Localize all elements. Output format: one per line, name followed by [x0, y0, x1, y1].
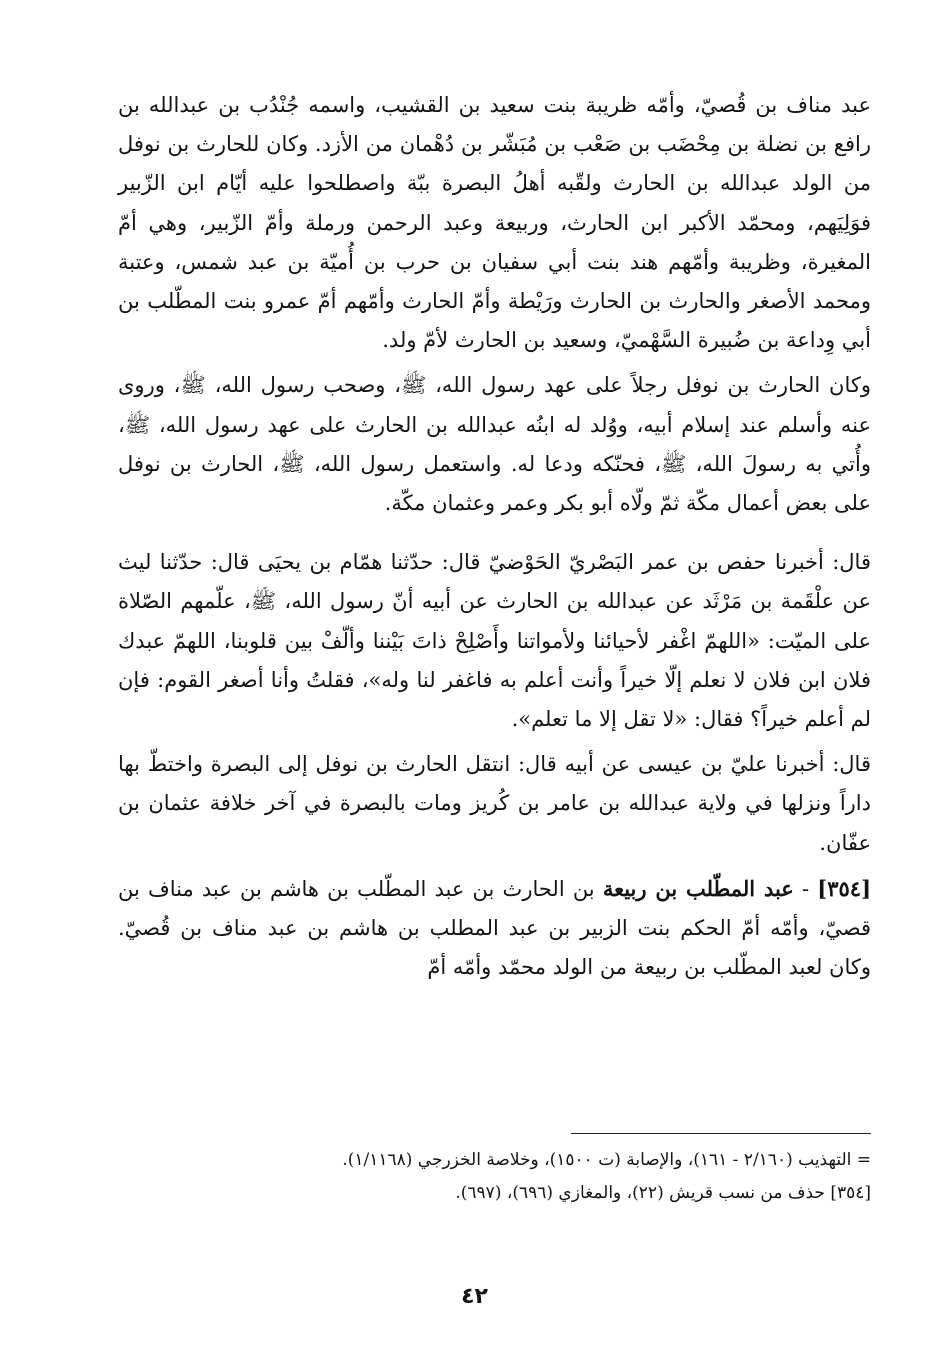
- paragraph-lineage: عبد مناف بن قُصيّ، وأمّه ظريبة بنت سعيد بن القشيب، واسمه جُنْدُب بن عبدالله بن رافع بن نضلة بن مِحْضَب بن صَعْب بن مُبَشّر بن دُهْمان من الأزد. وكان للحارث بن نوفل من الولد عبدالله بن الحارث ولقّبه أهلُ البصرة ببّة واصطلحوا عليه أيّام ابن الزّبير فوَلِيَهم، ومحمّد الأكبر ابن الحارث، وربيعة وعبد الرحمن ورملة وأمّ الزّبير، وهي أمّ المغيرة، وظريبة وأمّهم هند بنت أبي سفيان بن حرب بن أُميّة بن عبد شمس، وعتبة ومحمد الأصغر والحارث بن الحارث ورَيْطة وأمّ الحارث وأمّهم أمّ عمرو بنت المطّلب بن أبي وِداعة بن ضُبيرة السَّهْميّ، وسعيد بن الحارث لأمّ ولد.: [118, 93, 871, 353]
- footnotes: [118, 1144, 871, 1210]
- paragraph-hadith: قال: أخبرنا حفص بن عمر البَصْريّ الحَوْضيّ قال: حدّثنا همّام بن يحيَى قال: حدّثنا ليث عن علْقَمة بن مَرْثَد عن عبدالله بن الحارث عن أبيه أنّ رسول الله، ﷺ، علّمهم الصّلاة على الميّت: «اللهمّ اغْفر لأحيائنا ولأمواتنا وأَصْلِحْ ذاتَ بَيْننا وألّفْ بين قلوبنا، اللهمّ عبدك فلان ابن فلان لا نعلم إلّا خيراً وأنت أعلم به فاغفر لنا وله»، فقلتُ وأنا أصغر القوم: فإن لم أعلم خيراً؟ فقال: «لا تقل إلا ما تعلم».: [118, 550, 871, 732]
- footnote-divider: [571, 1133, 871, 1134]
- page-number: ٤٢: [461, 1284, 488, 1309]
- entry-name: عبد المطّلب بن ربيعة: [602, 875, 794, 901]
- footnote-354: [٣٥٤] حذف من نسب قريش (٢٢)، والمغازي (٦٩٦)، (٦٩٧).: [455, 1183, 871, 1203]
- main-text: [118, 86, 871, 987]
- entry-number: [٣٥٤]: [817, 875, 871, 901]
- paragraph-basra: قال: أخبرنا عليّ بن عيسى عن أبيه قال: انتقل الحارث بن نوفل إلى البصرة واختطّ بها داراً ونزلها في ولاية عبدالله بن عامر بن كُريز ومات بالبصرة في آخر خلافة عثمان بن عفّان.: [118, 752, 871, 855]
- entry-354: [٣٥٤] - عبد المطّلب بن ربيعة بن الحارث بن عبد المطّلب بن هاشم بن عبد مناف بن قصيّ، وأمّه أمّ الحكم بنت الزبير بن عبد المطلب بن هاشم بن عبد مناف بن قُصيّ. وكان لعبد المطّلب بن ربيعة من الولد محمّد وأمّه أمّ: [118, 875, 871, 980]
- entry-text: بن الحارث بن عبد المطّلب بن هاشم بن عبد مناف بن قصيّ، وأمّه أمّ الحكم بنت الزبير بن عبد المطلب بن هاشم بن عبد مناف بن قُصيّ. وكان لعبد المطّلب بن ربيعة من الولد محمّد وأمّه أمّ: [118, 876, 871, 980]
- footnote-continuation: = التهذيب (٢/١٦٠ - ١٦١)، والإصابة (ت ١٥٠٠)، وخلاصة الخزرجي (١/١١٦٨).: [342, 1150, 871, 1170]
- paragraph-companion: وكان الحارث بن نوفل رجلاً على عهد رسول الله، ﷺ، وصحب رسول الله، ﷺ، وروى عنه وأسلم عند إسلام أبيه، ووُلد له ابنُه عبدالله بن الحارث على عهد رسول الله، ﷺ، وأُتي به رسولَ الله، ﷺ، فحنّكه ودعا له. واستعمل رسول الله، ﷺ، الحارث بن نوفل على بعض أعمال مكّة ثمّ ولّاه أبو بكر وعمر وعثمان مكّة.: [118, 373, 871, 516]
